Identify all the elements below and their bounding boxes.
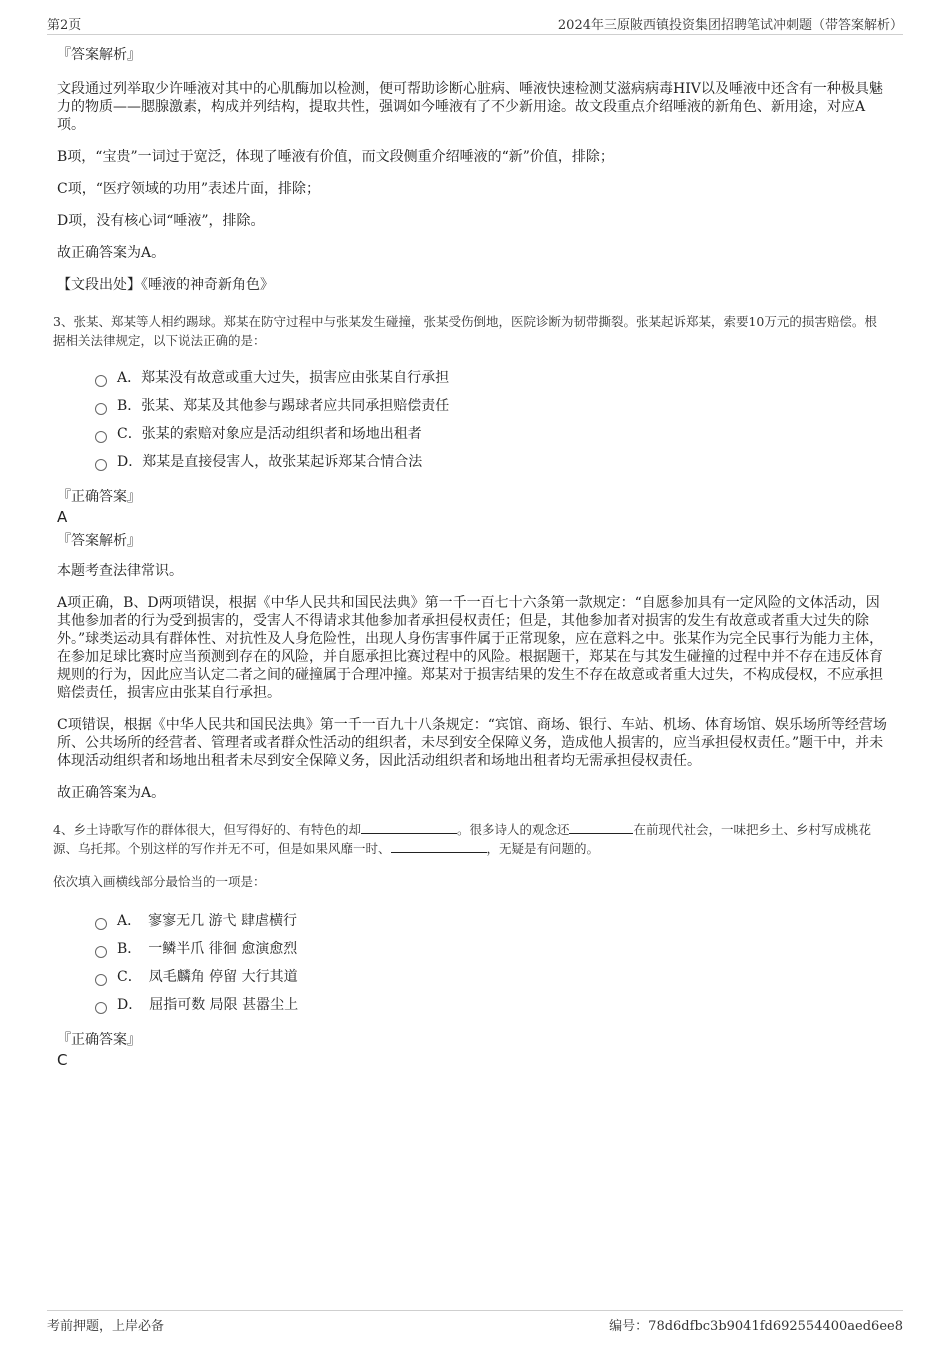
radio-icon[interactable]	[95, 431, 107, 443]
analysis-paragraph: 本题考查法律常识。	[57, 563, 183, 579]
document-code: 编号：78d6dfbc3b9041fd692554400aed6ee8	[609, 1319, 903, 1334]
document-body	[53, 46, 889, 1075]
radio-icon[interactable]	[95, 974, 107, 986]
radio-icon[interactable]	[95, 918, 107, 930]
question-stem: 3、张某、郑某等人相约踢球。郑某在防守过程中与张某发生碰撞，张某受伤倒地，医院诊断为韧带撕裂。张某起诉郑某，索要10万元的损害赔偿。根据相关法律规定，以下说法正确的是：	[53, 314, 877, 348]
radio-icon[interactable]	[95, 403, 107, 415]
radio-icon[interactable]	[95, 459, 107, 471]
analysis-label: 『答案解析』	[57, 47, 141, 63]
option-b[interactable]: B．张某、郑某及其他参与踢球者应共同承担赔偿责任	[95, 392, 889, 420]
analysis-paragraph: A项正确，B、D两项错误，根据《中华人民共和国民法典》第一千一百七十六条第一款规定：“自愿参加具有一定风险的文体活动，因其他参加者的行为受到损害的，受害人不得请求其他参加者承担侵权责任；但是，其他参加者对损害的发生有故意或者重大过失的除外。”球类运动具有群体性、对抗性及人身危险性，出现人身伤害事件属于正常现象，应在意料之中。张某作为完全民事行为能力主体，在参加足球比赛时应当预测到存在的风险，并自愿承担比赛过程中的风险。根据题干，郑某在与其发生碰撞的过程中并不存在违反体育规则的行为，因此应当认定二者之间的碰撞属于合理冲撞。郑某对于损害结果的发生不存在故意或者重大过失，不构成侵权，不应承担赔偿责任，损害应由张某自行承担。	[57, 595, 884, 701]
radio-icon[interactable]	[95, 946, 107, 958]
analysis-paragraph: 文段通过列举取少许唾液对其中的心肌酶加以检测，便可帮助诊断心脏病、唾液快速检测艾滋病病毒HIV以及唾液中还含有一种极具魅力的物质——腮腺激素，构成并列结构，提取共性，强调如今唾液有了不少新用途。故文段重点介绍唾液的新角色、新用途，对应A项。	[57, 81, 883, 133]
page-number: 第2页	[47, 18, 82, 33]
option-a[interactable]: A． 寥寥无几 游弋 肆虐横行	[95, 907, 889, 935]
option-b[interactable]: B． 一鳞半爪 徘徊 愈演愈烈	[95, 935, 889, 963]
radio-icon[interactable]	[95, 1002, 107, 1014]
page-header	[47, 14, 903, 35]
analysis-paragraph: C项，“医疗领域的功用”表述片面，排除；	[57, 181, 321, 197]
analysis-label: 『答案解析』	[57, 533, 141, 549]
options-list	[95, 364, 889, 476]
source-citation: 【文段出处】《唾液的神奇新角色》	[57, 277, 274, 293]
fill-blank	[391, 840, 487, 853]
correct-answer: C	[57, 1051, 68, 1069]
document-title: 2024年三原陂西镇投资集团招聘笔试冲刺题（带答案解析）	[557, 18, 903, 33]
option-c[interactable]: C．张某的索赔对象应是活动组织者和场地出租者	[95, 420, 889, 448]
fill-blank	[361, 821, 457, 834]
correct-answer: A	[57, 508, 68, 526]
conclusion: 故正确答案为A。	[57, 245, 166, 261]
analysis-paragraph: B项，“宝贵”一词过于宽泛，体现了唾液有价值，而文段侧重介绍唾液的“新”价值，排除；	[57, 149, 614, 165]
conclusion: 故正确答案为A。	[57, 785, 166, 801]
option-d[interactable]: D．郑某是直接侵害人，故张某起诉郑某合情合法	[95, 448, 889, 476]
question-stem: 4、乡土诗歌写作的群体很大，但写得好的、有特色的却 。很多诗人的观念还 在前现代社会，一味把乡土、乡村写成桃花源、乌托邦。个别这样的写作并无不可，但是如果风靡一时、 ，无疑是有问题的。	[53, 822, 871, 856]
footer-slogan: 考前押题，上岸必备	[47, 1319, 165, 1334]
page-footer	[47, 1310, 903, 1337]
options-list	[95, 907, 889, 1019]
option-d[interactable]: D． 屈指可数 局限 甚嚣尘上	[95, 991, 889, 1019]
radio-icon[interactable]	[95, 375, 107, 387]
fill-blank	[569, 821, 633, 834]
analysis-paragraph: D项，没有核心词“唾液”，排除。	[57, 213, 265, 229]
option-c[interactable]: C． 凤毛麟角 停留 大行其道	[95, 963, 889, 991]
analysis-paragraph: C项错误，根据《中华人民共和国民法典》第一千一百九十八条规定：“宾馆、商场、银行、车站、机场、体育场馆、娱乐场所等经营场所、公共场所的经营者、管理者或者群众性活动的组织者，未尽到安全保障义务，造成他人损害的，应当承担侵权责任。”题干中，并未体现活动组织者和场地出租者未尽到安全保障义务，因此活动组织者和场地出租者均无需承担侵权责任。	[57, 717, 887, 769]
answer-label: 『正确答案』	[57, 1032, 141, 1048]
option-a[interactable]: A．郑某没有故意或重大过失，损害应由张某自行承担	[95, 364, 889, 392]
question-prompt: 依次填入画横线部分最恰当的一项是：	[53, 874, 266, 889]
answer-label: 『正确答案』	[57, 489, 141, 505]
